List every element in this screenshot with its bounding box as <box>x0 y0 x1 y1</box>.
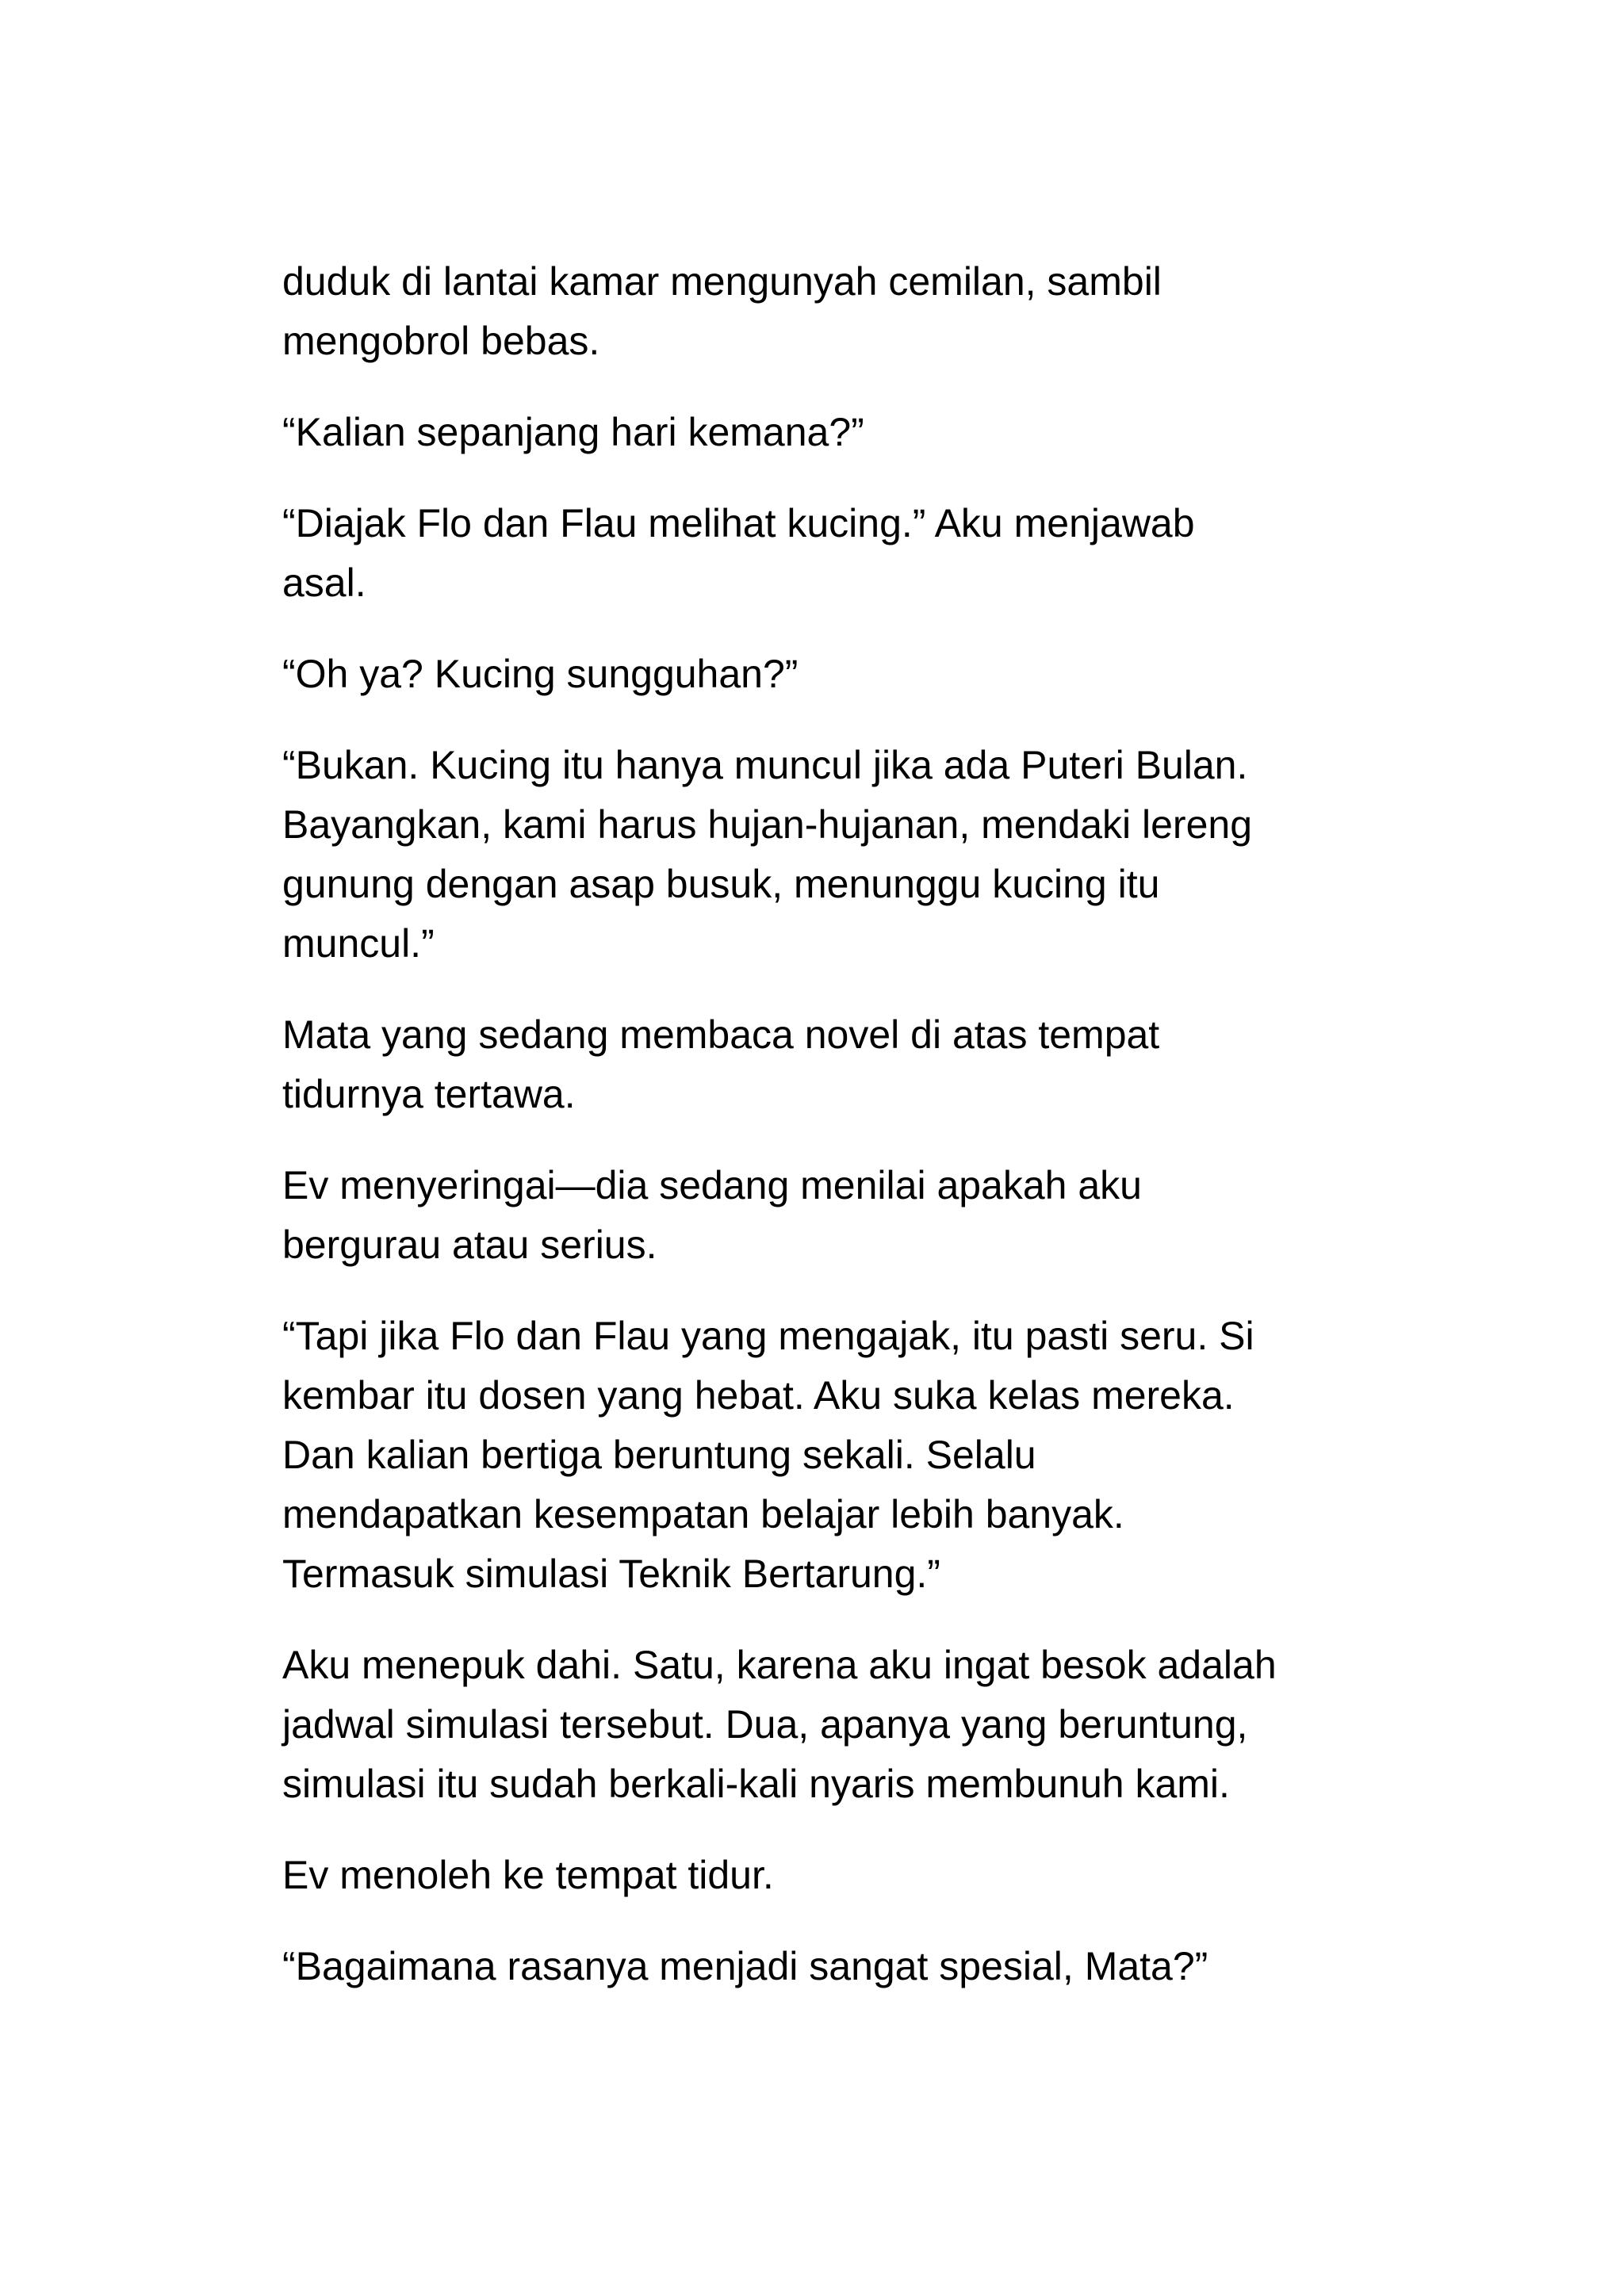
text-line: Aku menepuk dahi. Satu, karena aku ingat besok adalah <box>282 1643 1277 1687</box>
text-line: “Bagaimana rasanya menjadi sangat spesial, Mata?” <box>282 1944 1208 1988</box>
body-text <box>282 252 1361 2028</box>
text-line: “Diajak Flo dan Flau melihat kucing.” Aku menjawab <box>282 501 1195 545</box>
paragraph <box>282 645 1361 704</box>
paragraph <box>282 1846 1361 1905</box>
paragraph <box>282 403 1361 462</box>
text-line: Termasuk simulasi Teknik Bertarung.” <box>282 1552 940 1596</box>
paragraph <box>282 252 1361 371</box>
text-line: simulasi itu sudah berkali-kali nyaris membunuh kami. <box>282 1762 1230 1806</box>
text-line: Bayangkan, kami harus hujan-hujanan, mendaki lereng <box>282 802 1252 847</box>
text-line: mengobrol bebas. <box>282 319 600 363</box>
text-line: Dan kalian bertiga beruntung sekali. Selalu <box>282 1433 1036 1477</box>
text-line: muncul.” <box>282 921 435 966</box>
paragraph <box>282 1005 1361 1124</box>
text-line: asal. <box>282 561 366 605</box>
text-line: kembar itu dosen yang hebat. Aku suka kelas mereka. <box>282 1373 1235 1418</box>
paragraph <box>282 1307 1361 1604</box>
text-line: “Bukan. Kucing itu hanya muncul jika ada Puteri Bulan. <box>282 743 1248 787</box>
text-line: gunung dengan asap busuk, menunggu kucing itu <box>282 862 1160 906</box>
text-line: Ev menoleh ke tempat tidur. <box>282 1853 774 1897</box>
text-line: mendapatkan kesempatan belajar lebih banyak. <box>282 1492 1124 1536</box>
text-line: “Tapi jika Flo dan Flau yang mengajak, itu pasti seru. Si <box>282 1314 1254 1358</box>
text-line: Mata yang sedang membaca novel di atas tempat <box>282 1012 1160 1057</box>
text-line: bergurau atau serius. <box>282 1223 657 1267</box>
text-line: “Kalian sepanjang hari kemana?” <box>282 410 864 454</box>
text-line: Ev menyeringai—dia sedang menilai apakah aku <box>282 1163 1142 1207</box>
text-line: duduk di lantai kamar mengunyah cemilan, sambil <box>282 259 1162 304</box>
paragraph <box>282 494 1361 613</box>
paragraph <box>282 1636 1361 1814</box>
text-line: “Oh ya? Kucing sungguhan?” <box>282 652 799 696</box>
text-line: tidurnya tertawa. <box>282 1072 576 1116</box>
paragraph <box>282 1937 1361 1996</box>
paragraph <box>282 736 1361 974</box>
paragraph <box>282 1156 1361 1275</box>
text-line: jadwal simulasi tersebut. Dua, apanya yang beruntung, <box>282 1702 1248 1747</box>
